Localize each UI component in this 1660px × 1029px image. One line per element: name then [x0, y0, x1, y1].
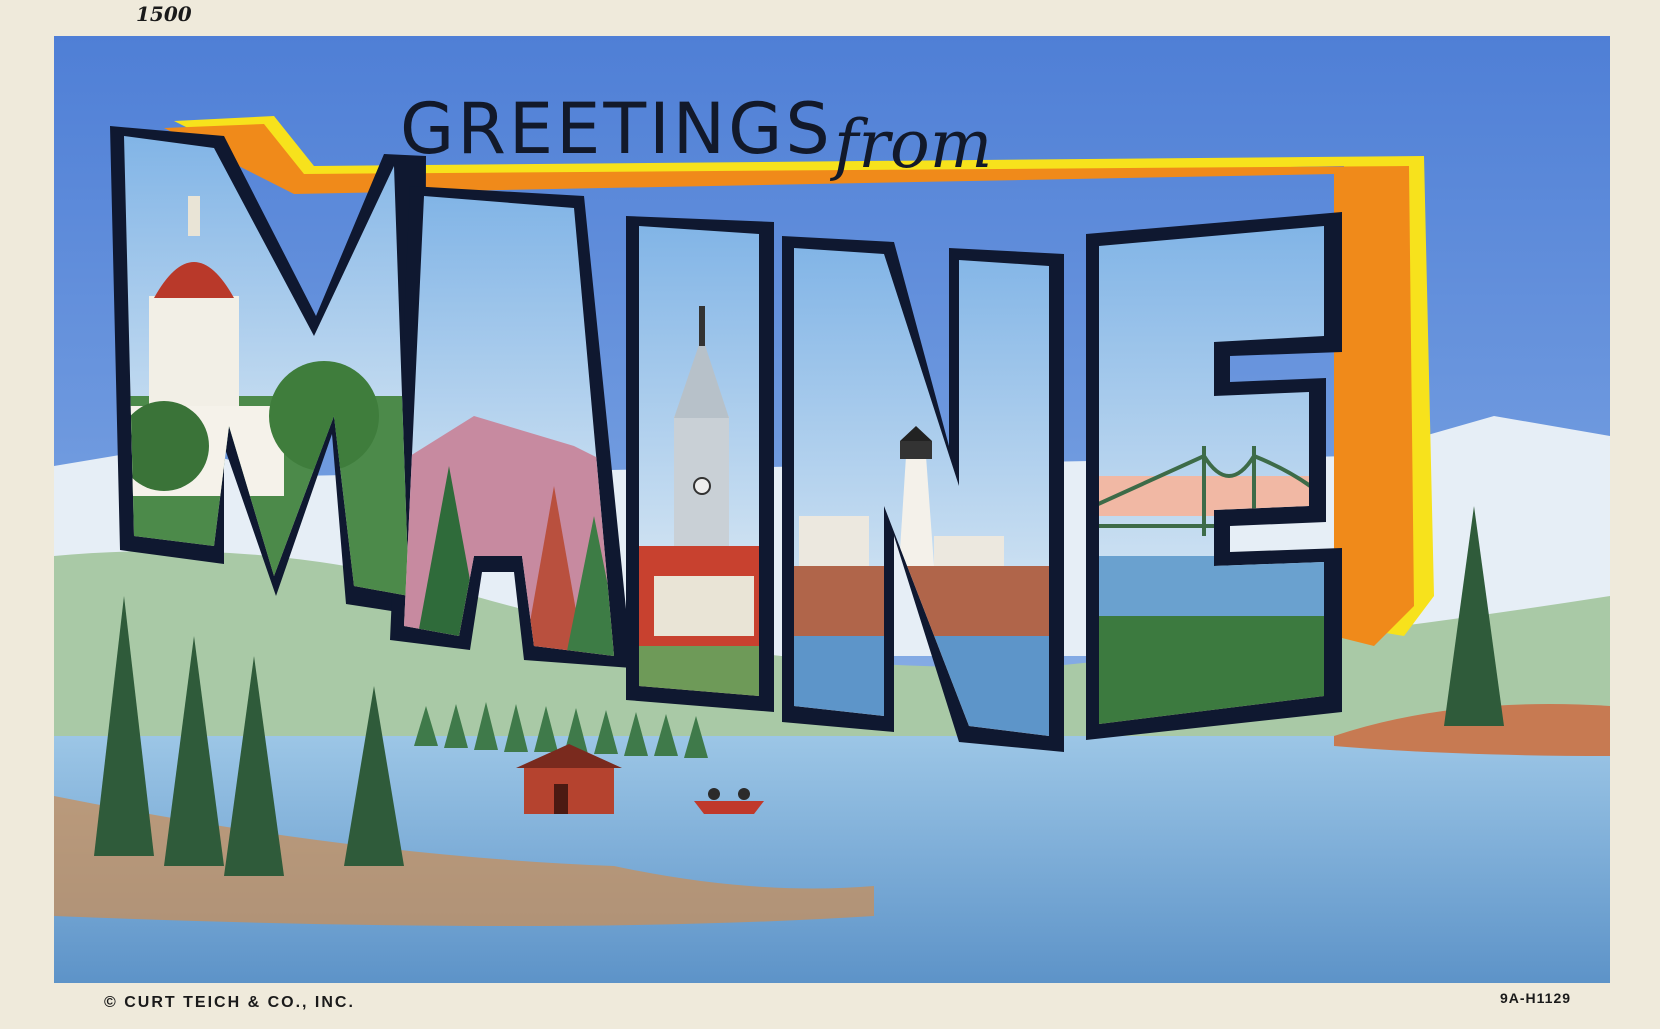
letter-i-church-scene: [634, 216, 774, 706]
postcard-illustration: [54, 36, 1610, 983]
publisher-credit: © CURT TEICH & CO., INC.: [104, 994, 355, 1011]
postcard-scene: [54, 36, 1610, 983]
catalog-code: 9A-H1129: [1500, 990, 1572, 1006]
greeting-title: GREETINGS: [400, 88, 833, 170]
greeting-from-script: from: [834, 106, 993, 183]
letter-e-bridge-scene: [1094, 216, 1334, 736]
card-number: 1500: [136, 2, 192, 26]
